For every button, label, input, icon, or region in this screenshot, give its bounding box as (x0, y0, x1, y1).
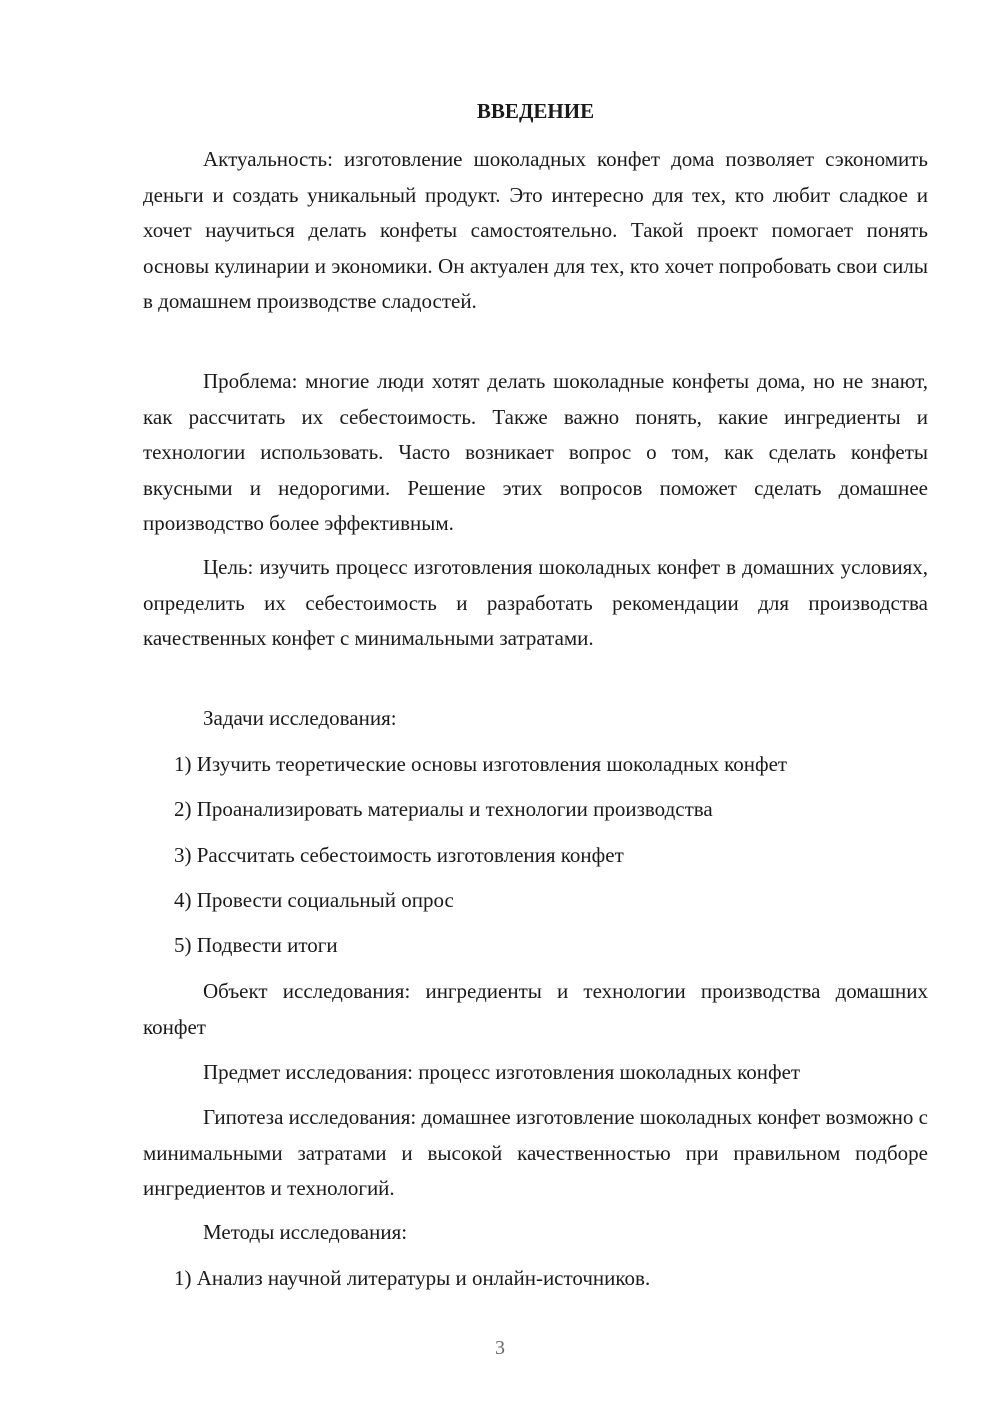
task-item: 4) Провести социальный опрос (174, 888, 454, 912)
task-item: 5) Подвести итоги (174, 933, 338, 957)
task-item: 3) Рассчитать себестоимость изготовления конфет (174, 843, 624, 867)
task-item: 1) Изучить теоретические основы изготовления шоколадных конфет (174, 752, 788, 776)
method-item: 1) Анализ научной литературы и онлайн-источников. (174, 1266, 651, 1290)
object-paragraph: Объект исследования: ингредиенты и технологии производства домашних конфет (143, 979, 928, 1039)
section-title: ВВЕДЕНИЕ (476, 99, 595, 123)
relevance-paragraph: Актуальность: изготовление шоколадных конфет дома позволяет сэкономить деньги и создать уникальный продукт. Это интересно для тех, кто любит сладкое и хочет научиться делать конфеты самостоятельно. Такой проект помогает понять основы кулинарии и экономики. Он актуален для тех, кто хочет попробовать свои силы в домашнем производстве сладостей. (143, 147, 928, 313)
subject-paragraph: Предмет исследования: процесс изготовления шоколадных конфет (203, 1060, 801, 1084)
goal-paragraph: Цель: изучить процесс изготовления шоколадных конфет в домашних условиях, определить их себестоимость и разработать рекомендации для производства качественных конфет с минимальными затратами. (143, 555, 928, 650)
problem-paragraph: Проблема: многие люди хотят делать шоколадные конфеты дома, но не знают, как рассчитать их себестоимость. Также важно понять, какие ингредиенты и технологии использовать. Часто возникает вопрос о том, как сделать конфеты вкусными и недорогими. Решение этих вопросов поможет сделать домашнее производство более эффективным. (143, 369, 928, 535)
page-number: 3 (495, 1337, 505, 1359)
task-item: 2) Проанализировать материалы и технологии производства (174, 797, 713, 821)
methods-heading: Методы исследования: (203, 1220, 408, 1244)
tasks-heading: Задачи исследования: (203, 706, 397, 730)
hypothesis-paragraph: Гипотеза исследования: домашнее изготовление шоколадных конфет возможно с минимальными затратами и высокой качественностью при правильном подборе ингредиентов и технологий. (143, 1105, 928, 1200)
